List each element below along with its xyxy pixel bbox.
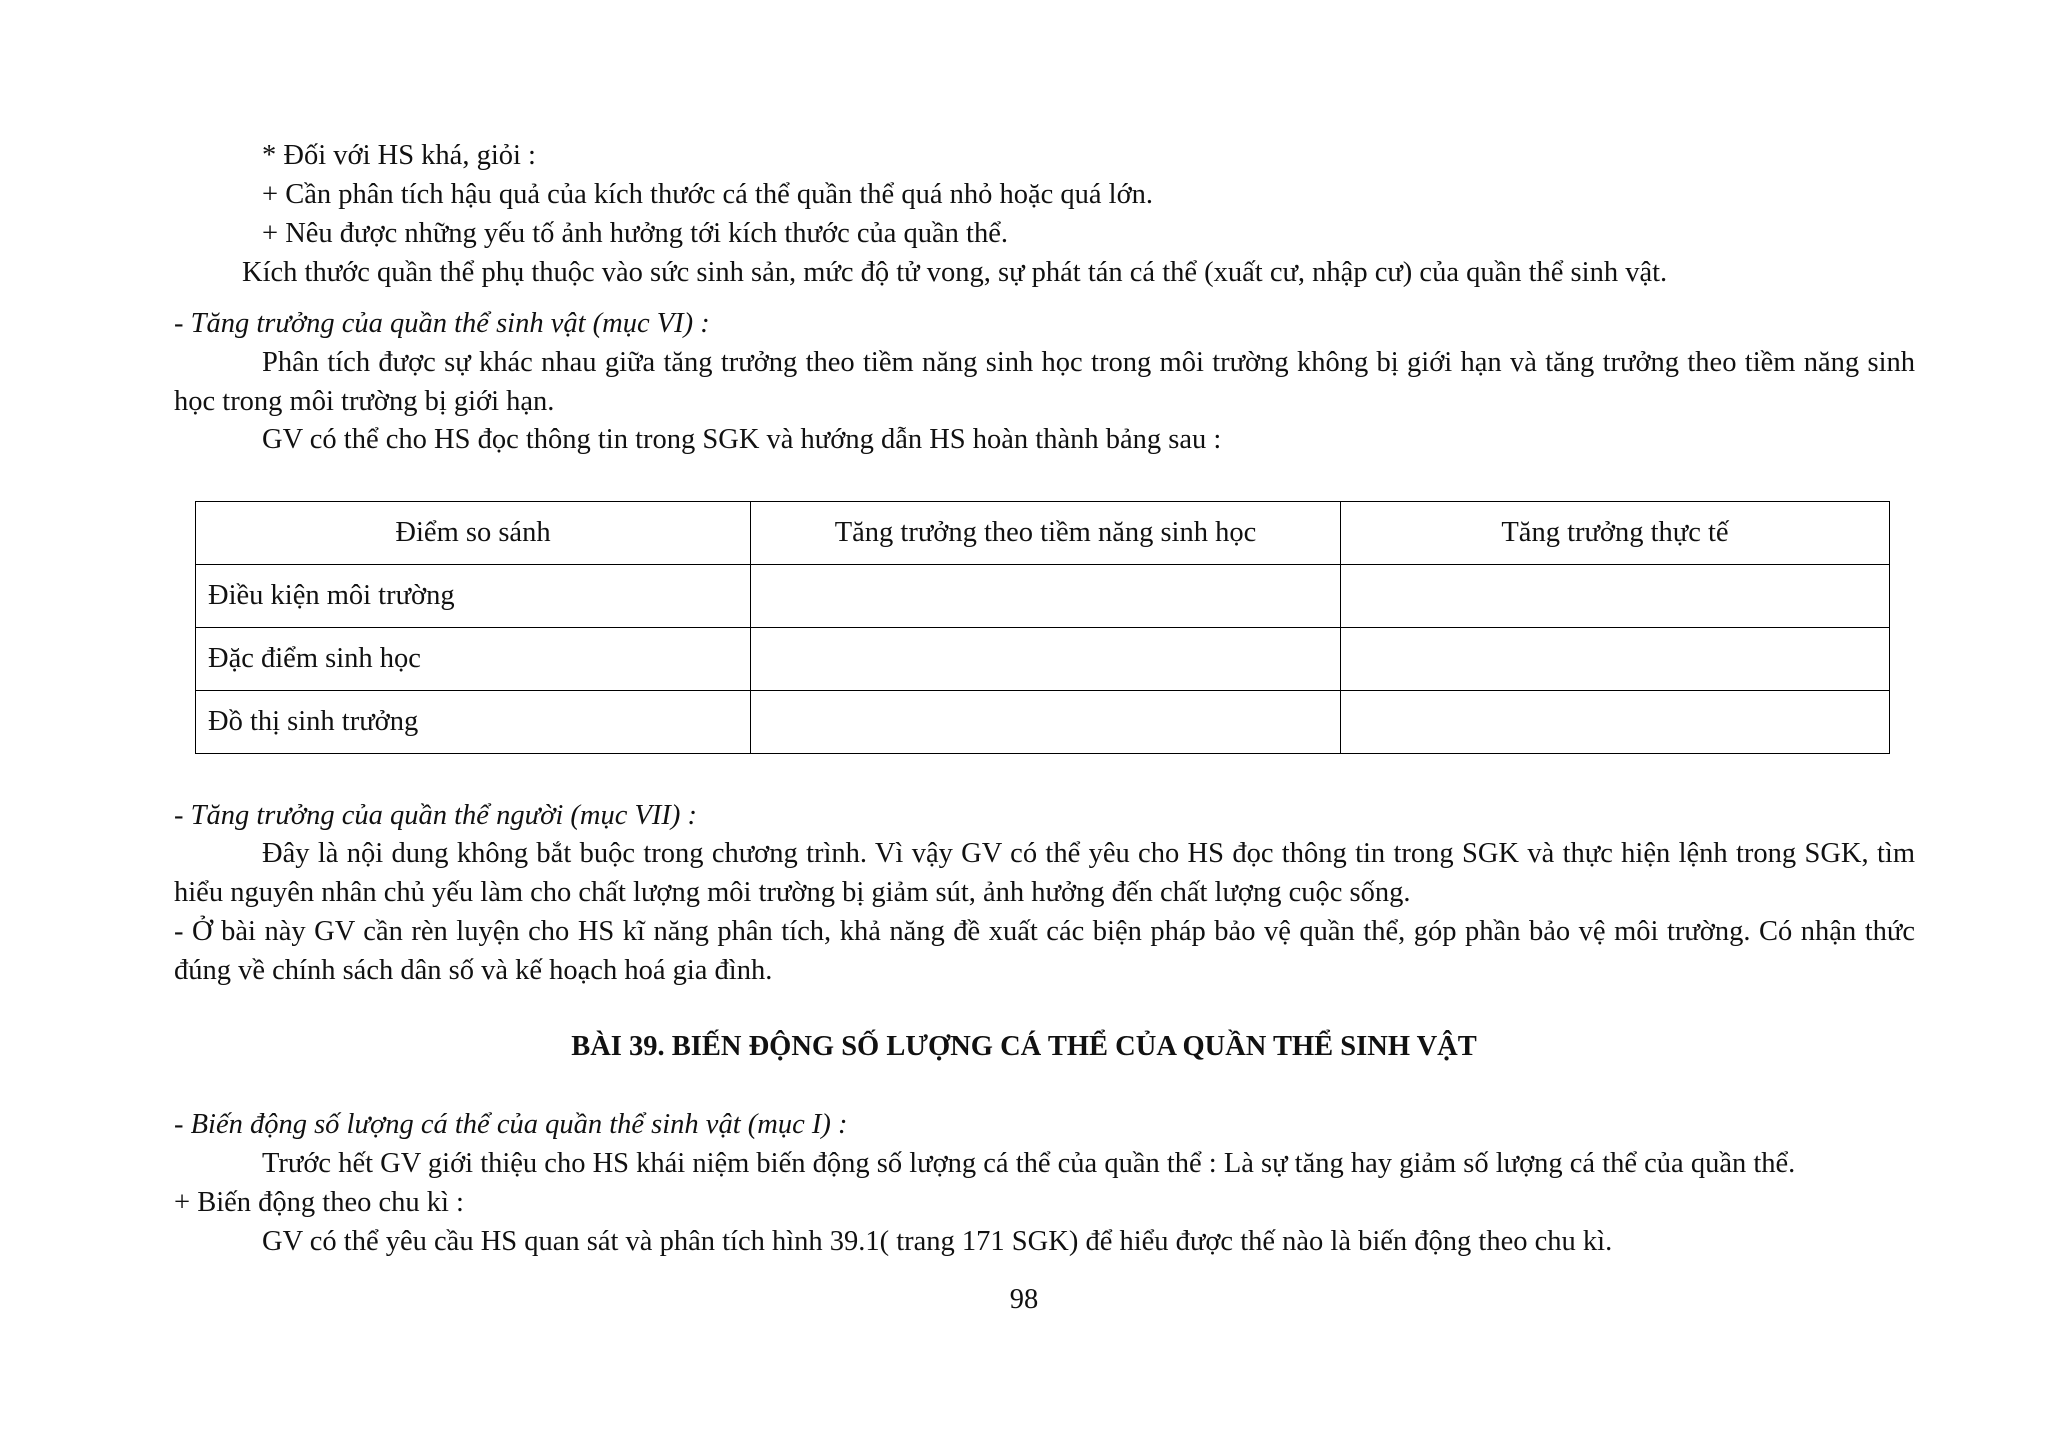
growth-paragraph [174,343,1915,421]
table-row-label: Đồ thị sinh trưởng [196,691,751,754]
table-row [196,565,1890,628]
growth-instruction: GV có thể cho HS đọc thông tin trong SGK và hướng dẫn HS hoàn thành bảng sau : [262,424,1222,455]
human-heading: - Tăng trưởng của quần thể người (mục VII) : [174,800,697,831]
cyclic-text: GV có thể yêu cầu HS quan sát và phân tích hình 39.1( trang 171 SGK) để hiểu được thế nào là biến động theo chu kì. [262,1226,1613,1257]
gifted-answer: Kích thước quần thể phụ thuộc vào sức sinh sản, mức độ tử vong, sự phát tán cá thể (xuất cư, nhập cư) của quần thể sinh vật. [242,257,1668,288]
table-cell-empty [751,628,1341,691]
human-paragraph [174,834,1915,912]
table-header-row [196,502,1890,565]
table-cell-empty [751,565,1341,628]
lesson39-intro: Trước hết GV giới thiệu cho HS khái niệm biến động số lượng cá thể của quần thể : Là sự tăng hay giảm số lượng cá thể của quần thể. [262,1148,1796,1179]
table-header-cell: Điểm so sánh [196,502,751,565]
table-header-cell: Tăng trưởng theo tiềm năng sinh học [751,502,1341,565]
growth-paragraph-text: Phân tích được sự khác nhau giữa tăng trưởng theo tiềm năng sinh học trong môi trường không bị giới hạn và tăng trưởng theo tiềm năng sinh học trong môi trường bị giới hạn. [174,347,1915,417]
cyclic-heading: + Biến động theo chu kì : [174,1187,464,1218]
gifted-point-2: + Nêu được những yếu tố ảnh hưởng tới kích thước của quần thể. [262,218,1008,249]
human-paragraph-text: Đây là nội dung không bắt buộc trong chương trình. Vì vậy GV có thể yêu cho HS đọc thông tin trong SGK và thực hiện lệnh trong SGK, tìm hiểu nguyên nhân chủ yếu làm cho chất lượng môi trường bị giảm sút, ảnh hưởng đến chất lượng cuộc sống. [174,838,1915,908]
gifted-point-1: + Cần phân tích hậu quả của kích thước cá thể quần thể quá nhỏ hoặc quá lớn. [262,179,1154,210]
table-row-label: Điều kiện môi trường [196,565,751,628]
table-row-label: Đặc điểm sinh học [196,628,751,691]
comparison-table [195,501,1890,754]
lesson39-heading: - Biến động số lượng cá thể của quần thể sinh vật (mục I) : [174,1109,848,1140]
table-cell-empty [1341,565,1890,628]
page-number: 98 [1009,1284,1039,1315]
lesson-title: BÀI 39. BIẾN ĐỘNG SỐ LƯỢNG CÁ THỂ CỦA QUẦN THỂ SINH VẬT [571,1031,1477,1062]
table-header-cell: Tăng trưởng thực tế [1341,502,1890,565]
table-cell-empty [751,691,1341,754]
table-cell-empty [1341,628,1890,691]
table-row [196,628,1890,691]
table-row [196,691,1890,754]
table-cell-empty [1341,691,1890,754]
growth-heading: - Tăng trưởng của quần thể sinh vật (mục VI) : [174,308,710,339]
gifted-heading: * Đối với HS khá, giỏi : [262,140,536,171]
human-note: - Ở bài này GV cần rèn luyện cho HS kĩ năng phân tích, khả năng đề xuất các biện pháp bảo vệ quần thể, góp phần bảo vệ môi trường. Có nhận thức đúng về chính sách dân số và kế hoạch hoá gia đình. [174,916,1915,986]
